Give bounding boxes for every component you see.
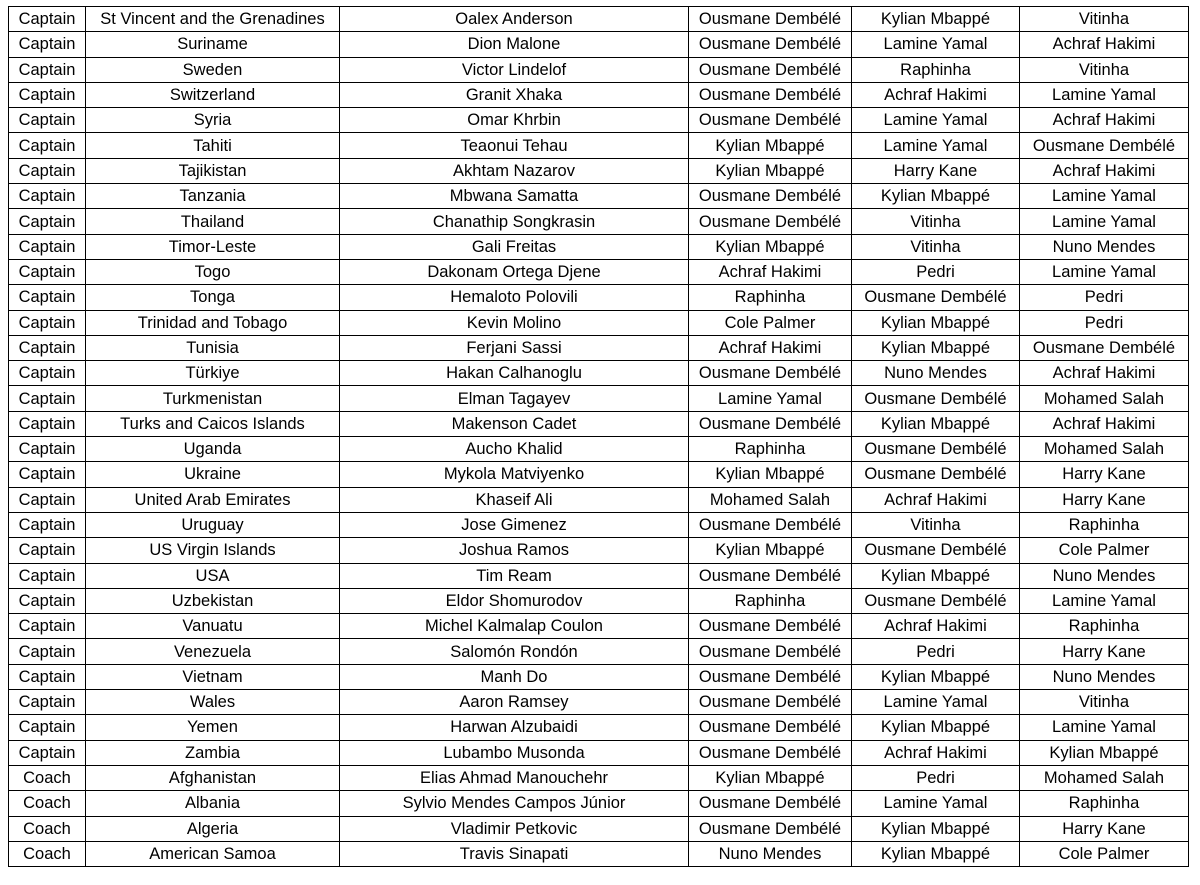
table-row: [9, 335, 1189, 360]
country-cell: Timor-Leste: [86, 234, 340, 259]
voter-cell: Gali Freitas: [340, 234, 689, 259]
second-choice-cell: Kylian Mbappé: [852, 715, 1020, 740]
table-row: [9, 259, 1189, 284]
voter-cell: Salomón Rondón: [340, 639, 689, 664]
third-choice-cell: Harry Kane: [1020, 639, 1189, 664]
third-choice-cell: Harry Kane: [1020, 487, 1189, 512]
voter-cell: Travis Sinapati: [340, 841, 689, 866]
third-choice-cell: Achraf Hakimi: [1020, 108, 1189, 133]
voter-cell: Michel Kalmalap Coulon: [340, 614, 689, 639]
role-cell: Captain: [9, 108, 86, 133]
first-choice-cell: Ousmane Dembélé: [689, 614, 852, 639]
second-choice-cell: Kylian Mbappé: [852, 664, 1020, 689]
role-cell: Captain: [9, 285, 86, 310]
third-choice-cell: Pedri: [1020, 285, 1189, 310]
role-cell: Captain: [9, 57, 86, 82]
role-cell: Captain: [9, 234, 86, 259]
country-cell: Wales: [86, 690, 340, 715]
voter-cell: Victor Lindelof: [340, 57, 689, 82]
role-cell: Captain: [9, 740, 86, 765]
third-choice-cell: Achraf Hakimi: [1020, 32, 1189, 57]
table-row: [9, 664, 1189, 689]
table-row: [9, 841, 1189, 866]
country-cell: Yemen: [86, 715, 340, 740]
first-choice-cell: Kylian Mbappé: [689, 765, 852, 790]
table-row: [9, 512, 1189, 537]
role-cell: Captain: [9, 462, 86, 487]
country-cell: Afghanistan: [86, 765, 340, 790]
voter-cell: Aaron Ramsey: [340, 690, 689, 715]
role-cell: Coach: [9, 765, 86, 790]
country-cell: Sweden: [86, 57, 340, 82]
third-choice-cell: Vitinha: [1020, 690, 1189, 715]
country-cell: St Vincent and the Grenadines: [86, 7, 340, 32]
third-choice-cell: Ousmane Dembélé: [1020, 133, 1189, 158]
table-row: [9, 158, 1189, 183]
role-cell: Captain: [9, 335, 86, 360]
table-row: [9, 82, 1189, 107]
third-choice-cell: Harry Kane: [1020, 462, 1189, 487]
role-cell: Captain: [9, 664, 86, 689]
voter-cell: Sylvio Mendes Campos Júnior: [340, 791, 689, 816]
third-choice-cell: Cole Palmer: [1020, 841, 1189, 866]
table-row: [9, 614, 1189, 639]
third-choice-cell: Lamine Yamal: [1020, 209, 1189, 234]
country-cell: Vanuatu: [86, 614, 340, 639]
second-choice-cell: Kylian Mbappé: [852, 841, 1020, 866]
role-cell: Captain: [9, 538, 86, 563]
voter-cell: Lubambo Musonda: [340, 740, 689, 765]
second-choice-cell: Pedri: [852, 259, 1020, 284]
table-row: [9, 816, 1189, 841]
first-choice-cell: Ousmane Dembélé: [689, 690, 852, 715]
second-choice-cell: Harry Kane: [852, 158, 1020, 183]
voter-cell: Kevin Molino: [340, 310, 689, 335]
voter-cell: Mbwana Samatta: [340, 184, 689, 209]
second-choice-cell: Achraf Hakimi: [852, 82, 1020, 107]
third-choice-cell: Harry Kane: [1020, 816, 1189, 841]
second-choice-cell: Kylian Mbappé: [852, 7, 1020, 32]
first-choice-cell: Ousmane Dembélé: [689, 639, 852, 664]
first-choice-cell: Ousmane Dembélé: [689, 791, 852, 816]
voter-cell: Mykola Matviyenko: [340, 462, 689, 487]
table-row: [9, 715, 1189, 740]
role-cell: Captain: [9, 563, 86, 588]
country-cell: Tajikistan: [86, 158, 340, 183]
role-cell: Captain: [9, 690, 86, 715]
country-cell: Uruguay: [86, 512, 340, 537]
second-choice-cell: Nuno Mendes: [852, 361, 1020, 386]
voter-cell: Dakonam Ortega Djene: [340, 259, 689, 284]
second-choice-cell: Pedri: [852, 765, 1020, 790]
first-choice-cell: Ousmane Dembélé: [689, 512, 852, 537]
first-choice-cell: Raphinha: [689, 285, 852, 310]
second-choice-cell: Lamine Yamal: [852, 791, 1020, 816]
role-cell: Captain: [9, 512, 86, 537]
country-cell: Vietnam: [86, 664, 340, 689]
second-choice-cell: Vitinha: [852, 234, 1020, 259]
role-cell: Captain: [9, 487, 86, 512]
voter-cell: Akhtam Nazarov: [340, 158, 689, 183]
table-row: [9, 690, 1189, 715]
second-choice-cell: Ousmane Dembélé: [852, 588, 1020, 613]
voter-cell: Eldor Shomurodov: [340, 588, 689, 613]
second-choice-cell: Vitinha: [852, 209, 1020, 234]
third-choice-cell: Achraf Hakimi: [1020, 158, 1189, 183]
second-choice-cell: Kylian Mbappé: [852, 411, 1020, 436]
table-row: [9, 437, 1189, 462]
first-choice-cell: Ousmane Dembélé: [689, 7, 852, 32]
second-choice-cell: Pedri: [852, 639, 1020, 664]
role-cell: Captain: [9, 209, 86, 234]
role-cell: Coach: [9, 841, 86, 866]
second-choice-cell: Kylian Mbappé: [852, 335, 1020, 360]
first-choice-cell: Ousmane Dembélé: [689, 411, 852, 436]
third-choice-cell: Mohamed Salah: [1020, 765, 1189, 790]
voter-cell: Harwan Alzubaidi: [340, 715, 689, 740]
voter-cell: Aucho Khalid: [340, 437, 689, 462]
voter-cell: Khaseif Ali: [340, 487, 689, 512]
country-cell: US Virgin Islands: [86, 538, 340, 563]
country-cell: Tunisia: [86, 335, 340, 360]
voter-cell: Jose Gimenez: [340, 512, 689, 537]
first-choice-cell: Ousmane Dembélé: [689, 184, 852, 209]
country-cell: Tonga: [86, 285, 340, 310]
first-choice-cell: Ousmane Dembélé: [689, 664, 852, 689]
table-row: [9, 209, 1189, 234]
table-row: [9, 462, 1189, 487]
second-choice-cell: Lamine Yamal: [852, 133, 1020, 158]
third-choice-cell: Cole Palmer: [1020, 538, 1189, 563]
voter-cell: Chanathip Songkrasin: [340, 209, 689, 234]
role-cell: Captain: [9, 715, 86, 740]
country-cell: Suriname: [86, 32, 340, 57]
third-choice-cell: Vitinha: [1020, 57, 1189, 82]
votes-table-body: [9, 7, 1189, 867]
first-choice-cell: Kylian Mbappé: [689, 133, 852, 158]
table-row: [9, 32, 1189, 57]
role-cell: Captain: [9, 259, 86, 284]
second-choice-cell: Kylian Mbappé: [852, 184, 1020, 209]
third-choice-cell: Achraf Hakimi: [1020, 361, 1189, 386]
first-choice-cell: Nuno Mendes: [689, 841, 852, 866]
third-choice-cell: Lamine Yamal: [1020, 184, 1189, 209]
voter-cell: Elman Tagayev: [340, 386, 689, 411]
first-choice-cell: Ousmane Dembélé: [689, 32, 852, 57]
voter-cell: Hakan Calhanoglu: [340, 361, 689, 386]
role-cell: Captain: [9, 386, 86, 411]
third-choice-cell: Raphinha: [1020, 791, 1189, 816]
third-choice-cell: Lamine Yamal: [1020, 715, 1189, 740]
country-cell: Venezuela: [86, 639, 340, 664]
table-row: [9, 108, 1189, 133]
voter-cell: Hemaloto Polovili: [340, 285, 689, 310]
first-choice-cell: Ousmane Dembélé: [689, 361, 852, 386]
role-cell: Captain: [9, 639, 86, 664]
first-choice-cell: Ousmane Dembélé: [689, 82, 852, 107]
third-choice-cell: Raphinha: [1020, 512, 1189, 537]
second-choice-cell: Achraf Hakimi: [852, 614, 1020, 639]
table-row: [9, 740, 1189, 765]
role-cell: Captain: [9, 437, 86, 462]
role-cell: Captain: [9, 7, 86, 32]
role-cell: Coach: [9, 791, 86, 816]
first-choice-cell: Raphinha: [689, 588, 852, 613]
third-choice-cell: Raphinha: [1020, 614, 1189, 639]
table-row: [9, 588, 1189, 613]
country-cell: Tanzania: [86, 184, 340, 209]
first-choice-cell: Achraf Hakimi: [689, 335, 852, 360]
first-choice-cell: Ousmane Dembélé: [689, 108, 852, 133]
voter-cell: Dion Malone: [340, 32, 689, 57]
voter-cell: Tim Ream: [340, 563, 689, 588]
role-cell: Captain: [9, 411, 86, 436]
table-row: [9, 234, 1189, 259]
second-choice-cell: Lamine Yamal: [852, 32, 1020, 57]
voter-cell: Oalex Anderson: [340, 7, 689, 32]
first-choice-cell: Ousmane Dembélé: [689, 715, 852, 740]
table-row: [9, 184, 1189, 209]
country-cell: Trinidad and Tobago: [86, 310, 340, 335]
table-row: [9, 386, 1189, 411]
role-cell: Captain: [9, 588, 86, 613]
first-choice-cell: Mohamed Salah: [689, 487, 852, 512]
country-cell: USA: [86, 563, 340, 588]
country-cell: Switzerland: [86, 82, 340, 107]
table-row: [9, 361, 1189, 386]
second-choice-cell: Achraf Hakimi: [852, 487, 1020, 512]
table-row: [9, 487, 1189, 512]
third-choice-cell: Pedri: [1020, 310, 1189, 335]
table-row: [9, 7, 1189, 32]
third-choice-cell: Lamine Yamal: [1020, 82, 1189, 107]
second-choice-cell: Lamine Yamal: [852, 690, 1020, 715]
country-cell: Togo: [86, 259, 340, 284]
first-choice-cell: Raphinha: [689, 437, 852, 462]
table-row: [9, 285, 1189, 310]
voter-cell: Teaonui Tehau: [340, 133, 689, 158]
second-choice-cell: Lamine Yamal: [852, 108, 1020, 133]
voter-cell: Elias Ahmad Manouchehr: [340, 765, 689, 790]
third-choice-cell: Nuno Mendes: [1020, 664, 1189, 689]
first-choice-cell: Ousmane Dembélé: [689, 563, 852, 588]
second-choice-cell: Kylian Mbappé: [852, 563, 1020, 588]
third-choice-cell: Lamine Yamal: [1020, 588, 1189, 613]
role-cell: Captain: [9, 82, 86, 107]
third-choice-cell: Nuno Mendes: [1020, 234, 1189, 259]
table-row: [9, 538, 1189, 563]
second-choice-cell: Ousmane Dembélé: [852, 462, 1020, 487]
table-row: [9, 639, 1189, 664]
first-choice-cell: Kylian Mbappé: [689, 538, 852, 563]
first-choice-cell: Cole Palmer: [689, 310, 852, 335]
role-cell: Captain: [9, 32, 86, 57]
country-cell: Türkiye: [86, 361, 340, 386]
role-cell: Captain: [9, 133, 86, 158]
votes-sheet: [8, 6, 1189, 867]
first-choice-cell: Lamine Yamal: [689, 386, 852, 411]
country-cell: Syria: [86, 108, 340, 133]
voter-cell: Joshua Ramos: [340, 538, 689, 563]
country-cell: Turkmenistan: [86, 386, 340, 411]
third-choice-cell: Lamine Yamal: [1020, 259, 1189, 284]
voter-cell: Granit Xhaka: [340, 82, 689, 107]
first-choice-cell: Ousmane Dembélé: [689, 209, 852, 234]
country-cell: Algeria: [86, 816, 340, 841]
second-choice-cell: Vitinha: [852, 512, 1020, 537]
third-choice-cell: Ousmane Dembélé: [1020, 335, 1189, 360]
third-choice-cell: Achraf Hakimi: [1020, 411, 1189, 436]
third-choice-cell: Mohamed Salah: [1020, 437, 1189, 462]
table-row: [9, 765, 1189, 790]
role-cell: Captain: [9, 158, 86, 183]
votes-table: [8, 6, 1189, 867]
second-choice-cell: Kylian Mbappé: [852, 816, 1020, 841]
first-choice-cell: Kylian Mbappé: [689, 462, 852, 487]
country-cell: Tahiti: [86, 133, 340, 158]
country-cell: Turks and Caicos Islands: [86, 411, 340, 436]
voter-cell: Omar Khrbin: [340, 108, 689, 133]
table-row: [9, 411, 1189, 436]
third-choice-cell: Mohamed Salah: [1020, 386, 1189, 411]
role-cell: Captain: [9, 184, 86, 209]
first-choice-cell: Kylian Mbappé: [689, 158, 852, 183]
voter-cell: Ferjani Sassi: [340, 335, 689, 360]
country-cell: Albania: [86, 791, 340, 816]
second-choice-cell: Raphinha: [852, 57, 1020, 82]
country-cell: American Samoa: [86, 841, 340, 866]
country-cell: Thailand: [86, 209, 340, 234]
first-choice-cell: Achraf Hakimi: [689, 259, 852, 284]
table-row: [9, 563, 1189, 588]
second-choice-cell: Kylian Mbappé: [852, 310, 1020, 335]
third-choice-cell: Vitinha: [1020, 7, 1189, 32]
country-cell: Zambia: [86, 740, 340, 765]
first-choice-cell: Kylian Mbappé: [689, 234, 852, 259]
second-choice-cell: Ousmane Dembélé: [852, 285, 1020, 310]
table-row: [9, 133, 1189, 158]
voter-cell: Manh Do: [340, 664, 689, 689]
second-choice-cell: Ousmane Dembélé: [852, 538, 1020, 563]
third-choice-cell: Nuno Mendes: [1020, 563, 1189, 588]
first-choice-cell: Ousmane Dembélé: [689, 816, 852, 841]
country-cell: Uganda: [86, 437, 340, 462]
second-choice-cell: Ousmane Dembélé: [852, 386, 1020, 411]
table-row: [9, 791, 1189, 816]
third-choice-cell: Kylian Mbappé: [1020, 740, 1189, 765]
role-cell: Captain: [9, 614, 86, 639]
first-choice-cell: Ousmane Dembélé: [689, 740, 852, 765]
second-choice-cell: Achraf Hakimi: [852, 740, 1020, 765]
table-row: [9, 57, 1189, 82]
role-cell: Captain: [9, 361, 86, 386]
voter-cell: Vladimir Petkovic: [340, 816, 689, 841]
first-choice-cell: Ousmane Dembélé: [689, 57, 852, 82]
country-cell: Ukraine: [86, 462, 340, 487]
second-choice-cell: Ousmane Dembélé: [852, 437, 1020, 462]
country-cell: Uzbekistan: [86, 588, 340, 613]
country-cell: United Arab Emirates: [86, 487, 340, 512]
role-cell: Coach: [9, 816, 86, 841]
voter-cell: Makenson Cadet: [340, 411, 689, 436]
role-cell: Captain: [9, 310, 86, 335]
table-row: [9, 310, 1189, 335]
